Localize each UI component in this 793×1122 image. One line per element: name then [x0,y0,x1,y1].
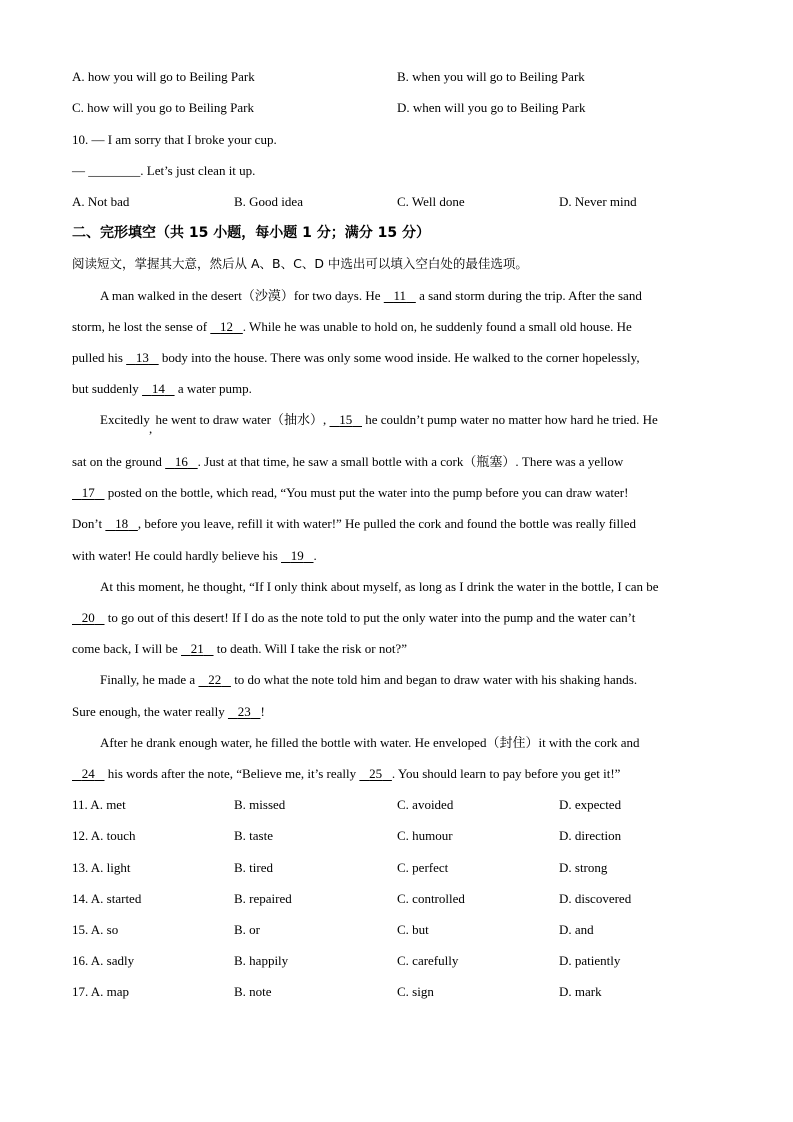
option-17-a: 17. A. map [72,984,130,999]
passage-text: , before you leave, refill it with water!” He pulled the cork and found the bottle was really filled [137,516,637,531]
blank-13[interactable]: 13 [135,350,149,365]
passage-text: Sure enough, the water really [72,704,225,719]
passage-line [100,288,642,304]
passage-line [72,548,317,564]
blank-20[interactable]: 20 [81,610,95,625]
option-17-d: D. mark [559,984,602,999]
option-13-c: C. perfect [397,860,449,875]
passage-text: to go out of this desert! If I do as the note told to put the only water into the pump and the water can’t [107,610,636,625]
q9-option-a: A. how you will go to Beiling Park [72,69,255,84]
option-12-a: 12. A. touch [72,828,136,843]
q9-option-b: B. when you will go to Beiling Park [397,69,585,84]
passage-line [72,454,623,470]
passage-line [72,319,632,335]
blank-25[interactable]: 25 [369,766,383,781]
blank-23[interactable]: 23 [237,704,251,719]
option-11-a: 11. A. met [72,797,126,812]
option-14-b: B. repaired [234,891,292,906]
passage-text: . While he was unable to hold on, he suddenly found a small old house. He [242,319,632,334]
blank-17[interactable]: 17 [81,485,95,500]
blank-11[interactable]: 11 [393,288,407,303]
passage-text: Excitedly [100,412,149,427]
passage-text: with water! He could hardly believe his [72,548,278,563]
blank-12[interactable]: 12 [220,319,234,334]
option-11-d: D. expected [559,797,622,812]
option-14-c: C. controlled [397,891,465,906]
passage-text: body into the house. There was only some wood inside. He walked to the corner hopelessly, [161,350,640,365]
passage-text: Don’t [72,516,103,531]
passage-text: to do what the note told him and began to draw water with his shaking hands. [234,672,638,687]
blank-22[interactable]: 22 [208,672,222,687]
option-14-a: 14. A. started [72,891,142,906]
option-16-c: C. carefully [397,953,459,968]
passage-text: . [313,548,317,563]
blank-21[interactable]: 21 [190,641,204,656]
passage-line: After he drank enough water, he filled the bottle with water. He enveloped（封住）it with the cork and [100,735,640,750]
blank-16[interactable]: 16 [174,454,188,469]
passage-text: he went to draw water（抽水）, [155,412,327,427]
passage-text: pulled his [72,350,123,365]
q10-answer-text: . Let’s just clean it up. [140,163,256,178]
option-15-d: D. and [559,922,594,937]
passage-line [72,641,407,657]
option-16-d: D. patiently [559,953,621,968]
passage-line [72,485,628,501]
passage-text: his words after the note, “Believe me, it’s really [107,766,357,781]
passage-text: but suddenly [72,381,139,396]
passage-line [72,381,252,397]
passage-line: Excitedly, he went to draw water（抽水）, 15 he couldn’t pump water no matter how hard he tried. He [100,412,658,436]
passage-text: posted on the bottle, which read, “You must put the water into the pump before you can draw water! [107,485,629,500]
option-15-c: C. but [397,922,429,937]
passage-line [100,672,637,688]
passage-text: . You should learn to pay before you get it!” [391,766,621,781]
option-12-c: C. humour [397,828,453,843]
option-17-b: B. note [234,984,272,999]
passage-line [72,350,640,366]
option-16-b: B. happily [234,953,289,968]
blank-19[interactable]: 19 [290,548,304,563]
section-heading: 二、完形填空（共 15 小题，每小题 1 分；满分 15 分） [72,225,430,241]
blank-14[interactable]: 14 [151,381,165,396]
passage-line [72,516,636,532]
q10-blank: ________ [88,163,141,178]
option-13-a: 13. A. light [72,860,131,875]
option-11-c: C. avoided [397,797,454,812]
passage-text: he couldn’t pump water no matter how hard he tried. He [365,412,658,427]
option-14-d: D. discovered [559,891,632,906]
q10-option-b: B. Good idea [234,194,303,209]
option-13-b: B. tired [234,860,273,875]
q10-option-d: D. Never mind [559,194,637,209]
option-13-d: D. strong [559,860,608,875]
option-15-b: B. or [234,922,260,937]
option-12-d: D. direction [559,828,622,843]
q9-option-c: C. how will you go to Beiling Park [72,100,254,115]
q10-answer-line [72,163,255,179]
passage-text: ! [260,704,265,719]
passage-text: come back, I will be [72,641,178,656]
blank-24[interactable]: 24 [81,766,95,781]
blank-15[interactable]: 15 [339,412,353,427]
passage-text: a sand storm during the trip. After the sand [419,288,642,303]
passage-text: a water pump. [177,381,252,396]
section-instruction: 阅读短文，掌握其大意，然后从 A、B、C、D 中选出可以填入空白处的最佳选项。 [72,256,528,271]
passage-line [72,766,620,782]
q10-option-c: C. Well done [397,194,465,209]
option-11-b: B. missed [234,797,286,812]
passage-line [72,610,635,626]
passage-text: Finally, he made a [100,672,196,687]
q9-option-d: D. when will you go to Beiling Park [397,100,586,115]
passage-text: to death. Will I take the risk or not?” [216,641,407,656]
q10-option-a: A. Not bad [72,194,130,209]
option-16-a: 16. A. sadly [72,953,135,968]
blank-18[interactable]: 18 [115,516,129,531]
q10-dash: — [72,163,85,178]
passage-text: sat on the ground [72,454,162,469]
passage-line [72,704,265,720]
passage-line: At this moment, he thought, “If I only think about myself, as long as I drink the water in the bottle, I can be [100,579,659,594]
option-15-a: 15. A. so [72,922,119,937]
passage-text: A man walked in the desert（沙漠）for two days. He [100,288,381,303]
passage-text: . Just at that time, he saw a small bottle with a cork（瓶塞）. There was a yellow [197,454,624,469]
passage-text: storm, he lost the sense of [72,319,208,334]
option-12-b: B. taste [234,828,273,843]
option-17-c: C. sign [397,984,434,999]
q10-question: 10. — I am sorry that I broke your cup. [72,132,277,147]
